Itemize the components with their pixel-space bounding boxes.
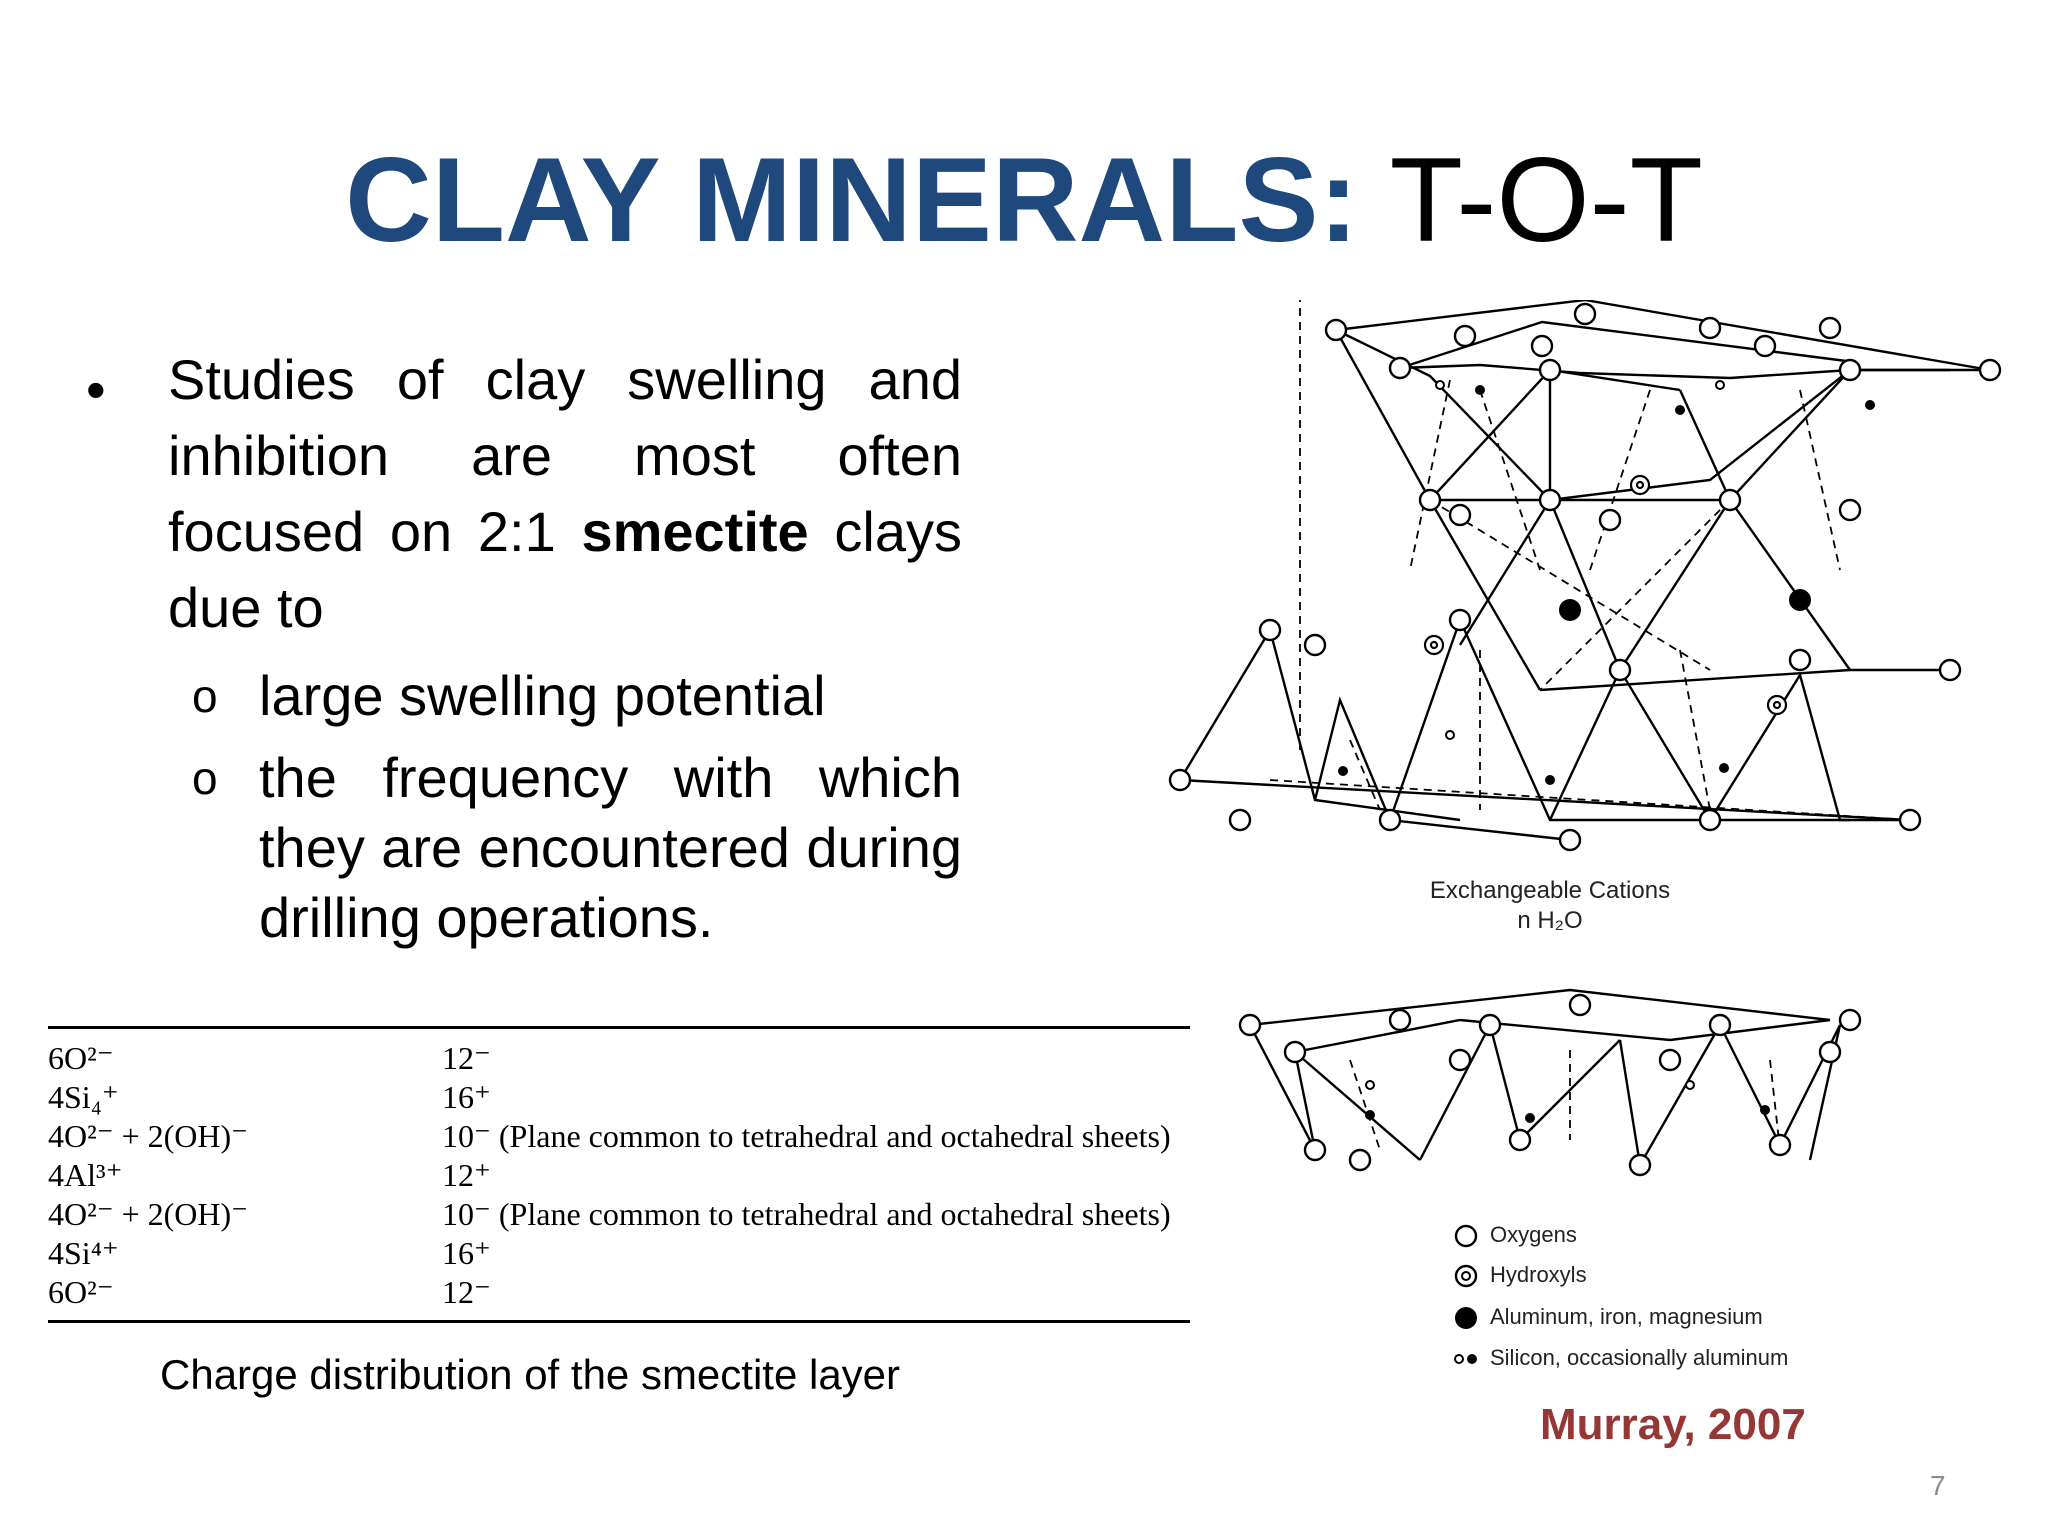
sub-bullet-marker: o [192, 670, 218, 722]
exchangeable-cations-line1: Exchangeable Cations [1429, 877, 1671, 904]
exchangeable-cations-label [1400, 876, 1700, 936]
table-ion: 4Si⁴⁺ [48, 1235, 119, 1271]
table-row [48, 1272, 1198, 1312]
title-bold: CLAY MINERALS: [345, 133, 1359, 267]
open-circle-icon [1452, 1222, 1480, 1250]
table-caption: Charge distribution of the smectite layer [160, 1351, 901, 1398]
table-ion: 4O²⁻ + 2(OH)⁻ [48, 1196, 249, 1232]
legend-label: Oxygens [1490, 1222, 1577, 1247]
table-charge: 16⁺ [442, 1079, 491, 1115]
table-charge: 16⁺ [442, 1235, 491, 1271]
legend-label: Aluminum, iron, magnesium [1490, 1304, 1763, 1329]
legend-label: Hydroxyls [1490, 1262, 1587, 1287]
table-row [48, 1194, 1198, 1234]
table-ion: 6O²⁻ [48, 1274, 114, 1310]
legend-item [1452, 1343, 1788, 1373]
bullet-marker: • [86, 358, 106, 421]
exchangeable-cations-line2: n H₂O [1517, 907, 1583, 934]
legend-label: Silicon, occasionally aluminum [1490, 1345, 1789, 1370]
table-top-rule [48, 1026, 1190, 1029]
table-row [48, 1116, 1198, 1156]
table-charge: 12⁺ [442, 1157, 491, 1193]
citation-credit: Murray, 2007 [1540, 1400, 1806, 1449]
title-rest: T-O-T [1389, 133, 1703, 267]
table-charge: 12⁻ [442, 1274, 491, 1310]
table-row [48, 1077, 1198, 1117]
table-ion: 4Si₄⁺ [48, 1079, 119, 1115]
table-row [48, 1233, 1198, 1273]
sub-bullet-item: the frequency with which they are encountered during drilling operations. [259, 746, 962, 949]
table-ion: 6O²⁻ [48, 1040, 114, 1076]
bullet-text-bold: smectite [581, 500, 809, 563]
bullet-text-pre: Studies of clay swelling and inhibition are most often focused on 2:1 [168, 348, 962, 563]
legend-item [1452, 1260, 1587, 1290]
table-ion: 4Al³⁺ [48, 1157, 123, 1193]
table-charge: 10⁻ (Plane common to tetrahedral and octahedral sheets) [442, 1196, 1171, 1232]
slide-title [0, 130, 2048, 270]
table-bottom-rule [48, 1320, 1190, 1323]
table-charge: 10⁻ (Plane common to tetrahedral and octahedral sheets) [442, 1118, 1171, 1154]
table-row [48, 1155, 1198, 1195]
legend-item [1452, 1220, 1577, 1250]
page-number: 7 [1930, 1470, 1946, 1501]
filled-circle-icon [1452, 1304, 1480, 1332]
table-charge: 12⁻ [442, 1040, 491, 1076]
smectite-structure-diagram [1150, 300, 2010, 1220]
table-row [48, 1038, 1198, 1078]
bullet-text-post: clays due to [168, 500, 963, 639]
legend-item [1452, 1302, 1763, 1332]
sub-bullet-marker: o [192, 752, 218, 804]
bullet-text [168, 342, 962, 646]
sub-bullet-item: large swelling potential [259, 664, 826, 727]
small-circles-icon [1452, 1345, 1480, 1373]
table-ion: 4O²⁻ + 2(OH)⁻ [48, 1118, 249, 1154]
ringed-circle-icon [1452, 1262, 1480, 1290]
